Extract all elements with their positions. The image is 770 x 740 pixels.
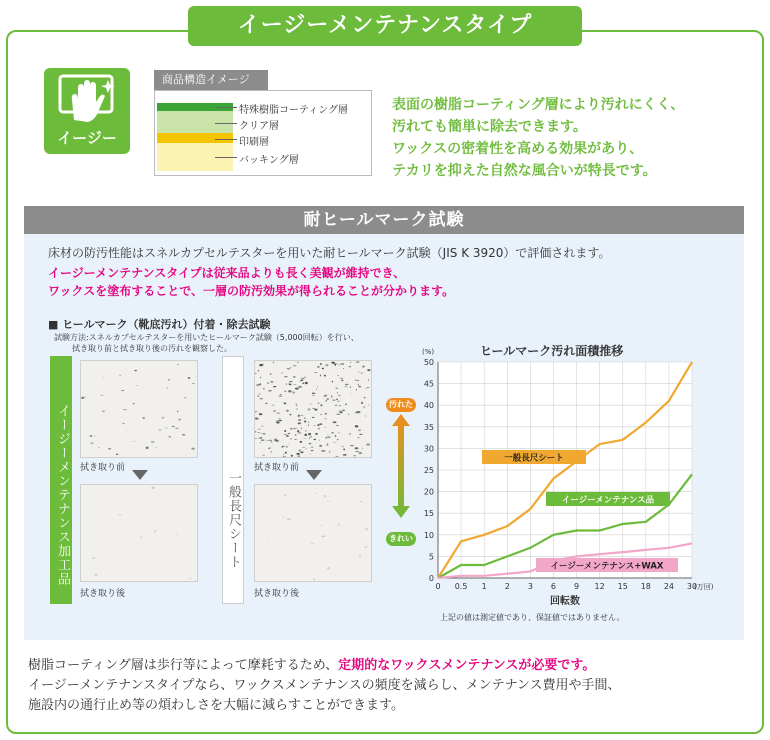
x-tick-label: 9 xyxy=(573,582,580,591)
easy-product-label: イージーメンテナンス加工品 xyxy=(50,356,72,604)
intro-text: 表面の樹脂コーティング層により汚れにくく、 汚れても簡単に除去できます。 ワックスの密着性を高める効果があり、 テカリを抑えた自然な風合いが特長です。 xyxy=(392,97,685,179)
structure-diagram xyxy=(154,90,372,176)
easy-label: イージー xyxy=(57,129,117,147)
layer-label: 特殊樹脂コーティング層 xyxy=(239,105,348,116)
x-tick-label: 3 xyxy=(527,582,533,591)
x-tick-label: 0.5 xyxy=(454,582,468,591)
standard-before-caption: 拭き取り前 xyxy=(254,463,300,473)
y-tick-label: 35 xyxy=(423,422,434,432)
structure-heading: 商品構造イメージ xyxy=(154,70,268,90)
y-tick-label: 40 xyxy=(423,401,434,411)
x-tick-label: 0 xyxy=(435,582,441,591)
heel-section-heading: 耐ヒールマーク試験 xyxy=(24,206,744,234)
easy-before-caption: 拭き取り前 xyxy=(80,463,126,473)
heel-highlight: イージーメンテナンスタイプは従来品よりも長く美観が維持でき、 ワックスを塗布することで、一層の防汚効果が得られることが分かります。 xyxy=(48,266,455,298)
y-tick-label: 30 xyxy=(423,444,434,454)
y-tick-label: 0 xyxy=(428,574,434,583)
footer-text: 樹脂コーティング層は歩行等によって摩耗するため、定期的なワックスメンテナンスが必要です。 イージーメンテナンスタイプなら、ワックスメンテナンスの頻度を減らし、メンテナンス費用や手間、 施設内の通行止め等の煩わしさを大幅に減らすことができます。 xyxy=(28,658,621,713)
easy-icon xyxy=(44,68,130,154)
clean-badge: きれい xyxy=(386,532,416,546)
x-tick-label: 6 xyxy=(550,582,557,591)
easy-after-photo xyxy=(80,484,198,582)
glove-icon xyxy=(58,74,118,126)
series-label: イージーメンテナンス品 xyxy=(561,495,655,506)
series-label: イージーメンテナンス+WAX xyxy=(550,561,664,572)
standard-after-photo xyxy=(254,484,372,582)
y-tick-label: 20 xyxy=(423,487,434,497)
layer-label: クリア層 xyxy=(239,121,279,132)
x-axis-unit: (万回) xyxy=(694,583,714,591)
standard-after-caption: 拭き取り後 xyxy=(254,589,300,599)
layer-label: バッキング層 xyxy=(239,155,299,166)
y-tick-label: 15 xyxy=(423,509,434,519)
arrow-down-icon xyxy=(306,470,322,480)
series-label: 一般長尺シート xyxy=(504,453,564,464)
test-heading: ■ ヒールマーク（靴底汚れ）付着・除去試験 xyxy=(48,318,271,331)
y-tick-label: 5 xyxy=(428,552,434,562)
x-tick-label: 15 xyxy=(617,582,628,591)
heel-paragraph: 床材の防汚性能はスネルカプセルテスターを用いた耐ヒールマーク試験（JIS K 3920）で評価されます。 xyxy=(48,246,611,260)
y-axis-label: (%) xyxy=(422,348,435,356)
x-tick-label: 12 xyxy=(594,582,605,591)
page-title: イージーメンテナンスタイプ xyxy=(188,6,582,46)
x-tick-label: 30 xyxy=(686,582,698,591)
layer-print xyxy=(157,133,233,143)
chart-title: ヒールマーク汚れ面積推移 xyxy=(480,344,624,358)
standard-sheet-label: 一般長尺シート xyxy=(222,356,244,604)
chart-note: 上記の値は測定値であり、保証値ではありません。 xyxy=(440,613,625,622)
x-axis-label: 回転数 xyxy=(550,596,580,607)
layer-clear xyxy=(157,111,233,133)
arrow-down-icon xyxy=(132,470,148,480)
line-chart xyxy=(380,340,720,610)
x-tick-label: 18 xyxy=(640,582,651,591)
y-tick-label: 25 xyxy=(423,466,434,475)
x-tick-label: 1 xyxy=(481,582,487,591)
x-tick-label: 2 xyxy=(504,582,510,591)
standard-before-photo xyxy=(254,360,372,458)
y-tick-label: 10 xyxy=(423,530,434,540)
x-tick-label: 24 xyxy=(663,582,675,591)
dirty-badge: 汚れた xyxy=(386,398,416,412)
y-tick-label: 50 xyxy=(423,358,434,367)
easy-after-caption: 拭き取り後 xyxy=(80,589,126,599)
layer-label: 印刷層 xyxy=(239,137,269,148)
easy-before-photo xyxy=(80,360,198,458)
test-method: 試験方法:スネルカプセルテスターを用いたヒールマーク試験（5,000回転）を行い、 拭き取り前と拭き取り後の汚れを観察した。 xyxy=(54,333,359,353)
y-tick-label: 45 xyxy=(423,379,434,389)
